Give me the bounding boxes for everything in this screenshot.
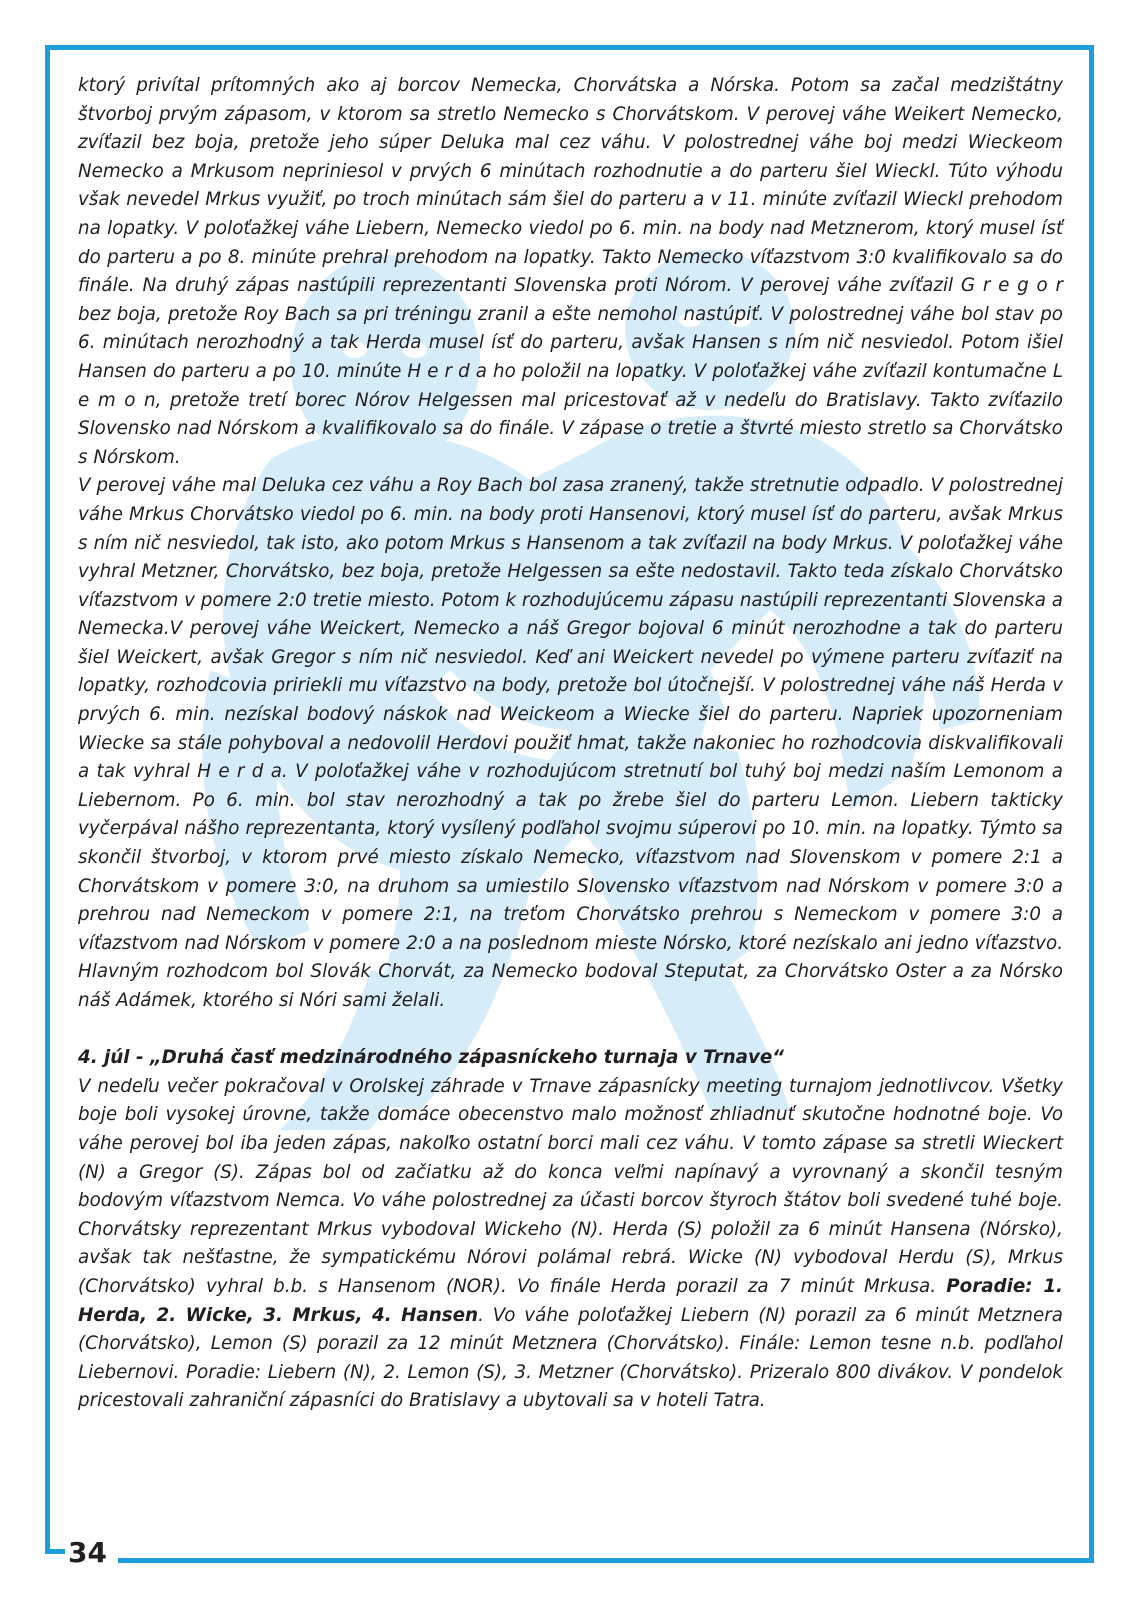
- section-text-start: V nedeľu večer pokračoval v Orolskej záhrade v Trnave zápasnícky meeting turnajom jednotlivcov. Všetky boje boli vysokej úrovne, takže domáce obecenstvo malo možnosť zhliadnuť skutočne hodnotné boje. Vo váhe perovej bol iba jeden zápas, nakoľko ostatní borci mali cez váhu. V tomto zápase sa stretli Wieckert (N) a Gregor (S). Zápas bol od začiatku až do konca veľmi napínavý a vyrovnaný a skončil tesným bodovým víťazstvom Nemca. Vo váhe polostrednej za účasti borcov štyroch štátov boli svedené tuhé boje. Chorvátsky reprezentant Mrkus vybodoval Wickeho (N). Herda (S) položil za 6 minút Hansena (Nórsko), avšak tak nešťastne, že sympatickému Nórovi polámal rebrá. Wicke (N) vybodoval Herdu (S), Mrkus (Chorvátsko) vyhral b.b. s Hansenom (NOR). Vo finále Herda porazil za 7 minút Mrkusa.: [78, 1075, 1063, 1297]
- section-paragraph: [78, 1073, 1063, 1416]
- section-text-end: . Vo váhe poloťažkej Liebern (N) porazil za 6 minút Metznera (Chorvátsko), Lemon (S) porazil za 12 minút Metznera (Chorvátsko). Finále: Lemon tesne n.b. podľahol Liebernovi. Poradie: Liebern (N), 2. Lemon (S), 3. Metzner (Chorvátsko). Prizeralo 800 divákov. V pondelok pricestovali zahraniční zápasníci do Bratislavy a ubytovali sa v hoteli Tatra.: [78, 1304, 1063, 1412]
- page-frame-right: [1089, 45, 1094, 1563]
- page-frame-bottom: [118, 1558, 1094, 1563]
- page-number: 34: [68, 1536, 107, 1569]
- paragraph-2: V perovej váhe mal Deluka cez váhu a Roy Bach bol zasa zranený, takže stretnutie odpadlo. V polostrednej váhe Mrkus Chorvátsko viedol po 6. min. na body proti Hansenovi, ktorý musel ísť do parteru, avšak Mrkus s ním nič nesviedol, tak isto, ako potom Mrkus s Hansenom a tak zvíťazil na body Mrkus. V poloťažkej váhe vyhral Metzner, Chorvátsko, bez boja, pretože Helgessen sa ešte nedostavil. Takto teda získalo Chorvátsko víťazstvom v pomere 2:0 tretie miesto. Potom k rozhodujúcemu zápasu nastúpili reprezentanti Slovenska a Nemecka.V perovej váhe Weickert, Nemecko a náš Gregor bojoval 6 minút nerozhodne a tak do parteru šiel Weickert, avšak Gregor s ním nič nesviedol. Keď ani Weickert nevedel po výmene parteru zvíťaziť na lopatky, rozhodcovia pririekli mu víťazstvo na body, pretože bol útočnejší. V polostrednej váhe náš Herda v prvých 6. min. nezískal bodový náskok nad Weickeom a Wiecke šiel do parteru. Napriek upozorneniam Wiecke sa stále pohyboval a nedovolil Herdovi použiť hmat, takže nakoniec ho rozhodcovia diskvalifikovali a tak vyhral H e r d a. V poloťažkej váhe v rozhodujúcom stretnutí bol tuhý boj medzi naším Lemonom a Liebernom. Po 6. min. bol stav nerozhodný a tak po žrebe šiel do parteru Lemon. Liebern takticky vyčerpával nášho reprezentanta, ktorý vysílený podľahol svojmu súperovi po 10. min. na lopatky. Týmto sa skončil štvorboj, v ktorom prvé miesto získalo Nemecko, víťazstvom nad Slovenskom v pomere 2:1 a Chorvátskom v pomere 3:0, na druhom sa umiestilo Slovensko víťazstvom nad Nórskom v pomere 3:0 a prehrou nad Nemeckom v pomere 2:1, na treťom Chorvátsko prehrou s Nemeckom v pomere 3:0 a víťazstvom nad Nórskom v pomere 2:0 a na poslednom mieste Nórsko, ktoré nezískalo ani jedno víťazstvo. Hlavným rozhodcom bol Slovák Chorvát, za Nemecko bodoval Steputat, za Chorvátsko Oster a za Nórsko náš Adámek, ktorého si Nóri sami želali.: [78, 475, 1064, 1011]
- section-heading: 4. júl - „Druhá časť medzinárodného zápasníckeho turnaja v Trnave“: [78, 1047, 785, 1069]
- section-ranking-bold: Poradie: 1. Herda, 2. Wicke, 3. Mrkus, 4. Hansen: [78, 1275, 1064, 1326]
- paragraph-1: ktorý privítal prítomných ako aj borcov Nemecka, Chorvátska a Nórska. Potom sa začal medzištátny štvorboj prvým zápasom, v ktorom sa stretlo Nemecko s Chorvátskom. V perovej váhe Weikert Nemecko, zvíťazil bez boja, pretože jeho súper Deluka mal cez váhu. V polostrednej váhe boj medzi Wieckeom Nemecko a Mrkusom nepriniesol v prvých 6 minútach rozhodnutie a do parteru šiel Wieckl. Túto výhodu však nevedel Mrkus využiť, po troch minútach sám šiel do parteru a v 11. minúte zvíťazil Wieckl prehodom na lopatky. V poloťažkej váhe Liebern, Nemecko viedol po 6. min. na body nad Metznerom, ktorý musel ísť do parteru a po 8. minúte prehral prehodom na lopatky. Takto Nemecko víťazstvom 3:0 kvalifikovalo sa do finále. Na druhý zápas nastúpili reprezentanti Slovenska proti Nórom. V perovej váhe zvíťazil G r e g o r bez boja, pretože Roy Bach sa pri tréningu zranil a ešte nemohol nastúpiť. V polostrednej váhe bol stav po 6. minútach nerozhodný a tak Herda musel ísť do parteru, avšak Hansen s ním nič nesviedol. Potom išiel Hansen do parteru a po 10. minúte H e r d a ho položil na lopatky. V poloťažkej váhe zvíťazil kontumačne L e m o n, pretože tretí borec Nórov Helgessen mal pricestovať až v nedeľu do Bratislavy. Takto zvíťazilo Slovensko nad Nórskom a kvalifikovalo sa do finále. V zápase o tretie a štvrté miesto stretlo sa Chorvátsko s Nórskom.: [78, 75, 1063, 468]
- page-frame-corner: [45, 1549, 65, 1554]
- article-body: [78, 72, 1063, 1416]
- page-frame-left: [45, 45, 50, 1554]
- page-frame-top: [45, 45, 1094, 50]
- paragraph-spacer: [78, 1016, 1063, 1045]
